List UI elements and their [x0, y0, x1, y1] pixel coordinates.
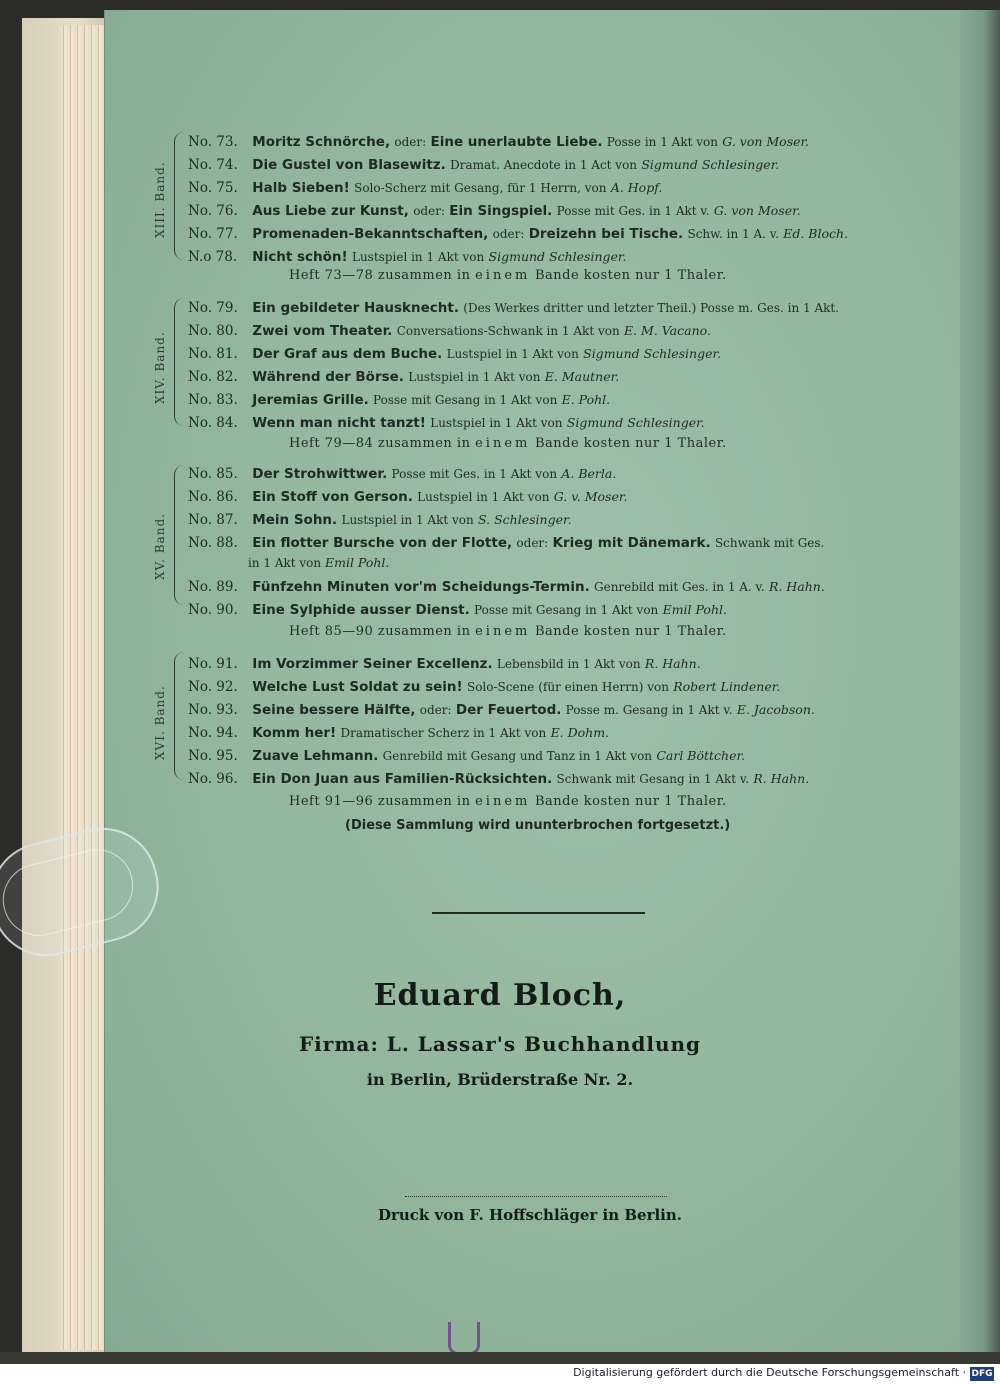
entry-description: Posse in 1 Akt von: [606, 135, 718, 149]
dotted-rule: [405, 1196, 667, 1197]
entry-author: Sigmund Schlesinger.: [641, 157, 780, 172]
entry-description: Lustspiel in 1 Akt von: [446, 347, 579, 361]
entry-title: Aus Liebe zur Kunst,: [252, 203, 409, 219]
list-item: [188, 488, 627, 506]
entry-number: No. 96.: [188, 771, 238, 787]
entry-title: Die Gustel von Blasewitz.: [252, 157, 446, 173]
list-item: [188, 345, 721, 363]
entry-author: Sigmund Schlesinger.: [566, 415, 705, 430]
summary-emphasis: einem: [475, 794, 531, 809]
entry-description: Solo-Scene (für einen Herrn) von: [466, 680, 669, 694]
entry-description: Lustspiel in 1 Akt von: [351, 250, 485, 264]
entry-description: Solo-Scherz mit Gesang, für 1 Herrn, von: [354, 181, 607, 195]
entry-description: Posse m. Gesang in 1 Akt v.: [565, 703, 733, 717]
entry-author: E. M. Vacano.: [623, 323, 711, 338]
entry-title: Ein flotter Bursche von der Flotte,: [252, 535, 513, 551]
entry-subtitle: Der Feuertod.: [455, 702, 562, 718]
entry-author: Emil Pohl.: [324, 555, 390, 570]
entry-subtitle: Eine unerlaubte Liebe.: [430, 134, 603, 150]
list-item: [188, 368, 619, 386]
entry-number: No. 73.: [188, 134, 238, 150]
entry-title: Mein Sohn.: [252, 512, 338, 528]
entry-number: No. 95.: [188, 748, 238, 764]
entry-author: S. Schlesinger.: [478, 512, 572, 527]
summary-text: Heft 85—90 zusammen in: [289, 624, 471, 639]
band-summary: [289, 794, 727, 809]
entry-title: Komm her!: [252, 725, 337, 741]
entry-number: No. 91.: [188, 656, 238, 672]
entry-title: Zwei vom Theater.: [252, 323, 393, 339]
list-item: [188, 225, 848, 243]
entry-title: Ein gebildeter Hausknecht.: [252, 300, 459, 316]
entry-subtitle: Ein Singspiel.: [449, 203, 553, 219]
entry-description: in 1 Akt von: [248, 556, 322, 570]
entry-description: Posse mit Ges. in 1 Akt v.: [556, 204, 710, 218]
entry-description: Schwank mit Gesang in 1 Akt v.: [556, 772, 750, 786]
summary-price: Bande kosten nur 1 Thaler.: [534, 268, 727, 283]
entry-title: Moritz Schnörche,: [252, 134, 391, 150]
entry-subtitle: Dreizehn bei Tische.: [528, 226, 684, 242]
band-brace: [174, 652, 185, 780]
list-item: [188, 133, 809, 151]
band-summary: [289, 268, 727, 283]
entry-author: R. Hahn.: [769, 579, 825, 594]
entry-description: Dramat. Anecdote in 1 Act von: [450, 158, 638, 172]
entry-description: Posse mit Gesang in 1 Akt von: [373, 393, 558, 407]
summary-price: Bande kosten nur 1 Thaler.: [534, 624, 727, 639]
entry-description: Posse mit Ges. in 1 Akt von: [391, 467, 558, 481]
funding-credit: Digitalisierung gefördert durch die Deutsche Forschungsgemeinschaft ·: [573, 1366, 966, 1379]
band-brace: [174, 298, 185, 426]
entry-author: R. Hahn.: [644, 656, 701, 671]
entry-description: Lustspiel in 1 Akt von: [341, 513, 474, 527]
entry-connector: oder:: [419, 703, 452, 717]
entry-title: Promenaden-Bekanntschaften,: [252, 226, 489, 242]
list-item: [188, 701, 815, 719]
list-item: [188, 747, 745, 765]
list-item: [188, 299, 839, 317]
entry-number: No. 86.: [188, 489, 238, 505]
entry-description: Genrebild mit Ges. in 1 A. v.: [594, 580, 765, 594]
entry-number: No. 93.: [188, 702, 238, 718]
band-label: XIV. Band.: [153, 331, 167, 404]
entry-author: E. Jacobson.: [736, 702, 815, 717]
entry-title: Welche Lust Soldat zu sein!: [252, 679, 463, 695]
entry-author: G. v. Moser.: [553, 489, 628, 504]
entry-number: No. 74.: [188, 157, 238, 173]
clip-inner-loop: [0, 842, 141, 944]
summary-price: Bande kosten nur 1 Thaler.: [534, 436, 727, 451]
list-item: [188, 511, 572, 529]
summary-text: Heft 91—96 zusammen in: [289, 794, 471, 809]
entry-number: No. 94.: [188, 725, 238, 741]
entry-author: A. Hopf.: [610, 180, 663, 195]
entry-description: Schw. in 1 A. v.: [687, 227, 779, 241]
entry-title: Nicht schön!: [252, 249, 348, 265]
publisher-name: Eduard Bloch,: [373, 978, 627, 1013]
list-item: [188, 534, 824, 552]
entry-author: R. Hahn.: [753, 771, 810, 786]
entry-connector: oder:: [492, 227, 525, 241]
library-stamp-fragment: [448, 1322, 480, 1355]
entry-number: No. 77.: [188, 226, 238, 242]
summary-emphasis: einem: [475, 624, 531, 639]
entry-title: Ein Stoff von Gerson.: [252, 489, 413, 505]
entry-connector: oder:: [516, 536, 549, 550]
summary-text: Heft 73—78 zusammen in: [289, 268, 471, 283]
summary-price: Bande kosten nur 1 Thaler.: [534, 794, 727, 809]
entry-description: Conversations-Schwank in 1 Akt von: [396, 324, 620, 338]
entry-number: No. 83.: [188, 392, 238, 408]
entry-description: Lustspiel in 1 Akt von: [408, 370, 541, 384]
dfg-logo: DFG: [971, 1369, 993, 1379]
entry-number: No. 82.: [188, 369, 238, 385]
entry-description: Schwank mit Ges.: [714, 536, 825, 550]
entry-number: No. 81.: [188, 346, 238, 362]
entry-title: Der Strohwittwer.: [252, 466, 388, 482]
entry-number: No. 79.: [188, 300, 238, 316]
list-item: [188, 248, 626, 266]
entry-title: Der Graf aus dem Buche.: [252, 346, 443, 362]
list-item: [188, 202, 801, 220]
entry-author: E. Pohl.: [561, 392, 611, 407]
summary-emphasis: einem: [475, 436, 531, 451]
cover-right-edge: [960, 10, 1000, 1352]
entry-author: Carl Böttcher.: [656, 748, 746, 763]
entry-author: Ed. Bloch.: [783, 226, 849, 241]
entry-description: Genrebild mit Gesang und Tanz in 1 Akt von: [382, 749, 653, 763]
entry-title: Wenn man nicht tanzt!: [252, 415, 426, 431]
publisher-address: in Berlin, Brüderstraße Nr. 2.: [366, 1070, 634, 1089]
band-label: XVI. Band.: [153, 685, 167, 760]
band-summary: [289, 624, 727, 639]
entry-number: No. 88.: [188, 535, 238, 551]
entry-description: Posse mit Gesang in 1 Akt von: [474, 603, 659, 617]
list-item: [188, 391, 610, 409]
entry-author: G. von Moser.: [722, 134, 810, 149]
entry-title: Eine Sylphide ausser Dienst.: [252, 602, 470, 618]
entry-author: Robert Lindener.: [673, 679, 781, 694]
entry-connector: oder:: [394, 135, 427, 149]
entry-number: No. 80.: [188, 323, 238, 339]
entry-author: E. Mautner.: [544, 369, 620, 384]
list-item: [188, 578, 825, 596]
entry-number: No. 84.: [188, 415, 238, 431]
list-item: [188, 322, 711, 340]
list-item: [188, 414, 705, 432]
divider-rule: [432, 912, 645, 914]
printer-imprint: Druck von F. Hoffschläger in Berlin.: [377, 1206, 683, 1224]
band-summary: [289, 436, 727, 451]
entry-title: Im Vorzimmer Seiner Excellenz.: [252, 656, 493, 672]
entry-author: E. Dohm.: [550, 725, 610, 740]
list-item: [188, 770, 809, 788]
list-item: [188, 678, 780, 696]
entry-description: Lustspiel in 1 Akt von: [417, 490, 550, 504]
entry-number: No. 75.: [188, 180, 238, 196]
entry-number: No. 89.: [188, 579, 238, 595]
entry-title: Während der Börse.: [252, 369, 404, 385]
scan-bottom-shadow: [0, 1352, 1000, 1364]
entry-description: Lustspiel in 1 Akt von: [430, 416, 563, 430]
entry-author: Sigmund Schlesinger.: [488, 249, 627, 264]
entry-description: (Des Werkes dritter und letzter Theil.) Posse m. Ges. in 1 Akt.: [463, 301, 840, 315]
entry-description: Dramatischer Scherz in 1 Akt von: [340, 726, 547, 740]
entry-author: Emil Pohl.: [662, 602, 727, 617]
series-note: (Diese Sammlung wird ununterbrochen fortgesetzt.): [345, 818, 731, 833]
list-item: [188, 601, 727, 619]
entry-author: Sigmund Schlesinger.: [583, 346, 722, 361]
summary-emphasis: einem: [475, 268, 531, 283]
band-brace: [174, 465, 185, 605]
list-item: [188, 655, 701, 673]
entry-author: A. Berla.: [561, 466, 617, 481]
entry-title: Zuave Lehmann.: [252, 748, 379, 764]
entry-title: Seine bessere Hälfte,: [252, 702, 416, 718]
list-item: [188, 465, 616, 483]
entry-number: No. 92.: [188, 679, 238, 695]
publisher-firm: Firma: L. Lassar's Buchhandlung: [298, 1032, 702, 1056]
entry-number: No. 90.: [188, 602, 238, 618]
entry-title: Ein Don Juan aus Familien-Rücksichten.: [252, 771, 553, 787]
entry-number: No. 85.: [188, 466, 238, 482]
page-stack-edges: [60, 25, 108, 1350]
entry-connector: oder:: [413, 204, 445, 218]
band-label: XV. Band.: [153, 513, 167, 580]
list-item: [188, 156, 779, 174]
list-item: [188, 179, 662, 197]
entry-number: No. 87.: [188, 512, 238, 528]
band-brace: [174, 132, 185, 260]
entry-author: G. von Moser.: [713, 203, 801, 218]
summary-text: Heft 79—84 zusammen in: [289, 436, 471, 451]
entry-number: N.o 78.: [188, 249, 238, 265]
entry-title: Halb Sieben!: [252, 180, 350, 196]
entry-title: Fünfzehn Minuten vor'm Scheidungs-Termin.: [252, 579, 590, 595]
entry-subtitle: Krieg mit Dänemark.: [552, 535, 711, 551]
entry-number: No. 76.: [188, 203, 238, 219]
entry-description: Lebensbild in 1 Akt von: [496, 657, 641, 671]
entry-title: Jeremias Grille.: [252, 392, 369, 408]
list-item: [188, 724, 609, 742]
band-label: XIII. Band.: [153, 161, 167, 238]
entry-continuation: [248, 554, 389, 572]
